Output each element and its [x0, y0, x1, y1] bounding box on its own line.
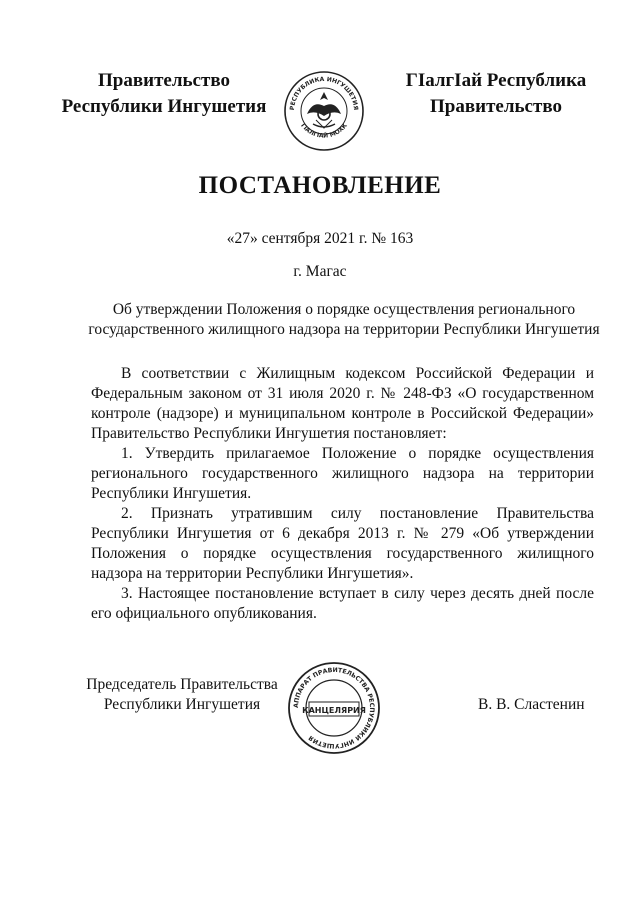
header-right: [396, 68, 596, 120]
subject-line1: Об утверждении Положения о порядке осуществления регионального: [112, 301, 576, 318]
office-stamp-icon: [286, 660, 382, 756]
paragraph-item-3: 3. Настоящее постановление вступает в силу через десять дней после его официального опубликования.: [91, 585, 594, 622]
document-subject: [78, 300, 610, 340]
signatory-position-line1: Председатель Правительства: [86, 676, 278, 693]
emblem-ring-bottom: ГIАЛГIАЙ МОХК: [299, 122, 349, 140]
signatory-position-line2: Республики Ингушетия: [103, 696, 261, 713]
header-left-line2: Республики Ингушетия: [61, 96, 267, 117]
svg-text:ГIАЛГIАЙ МОХК: [299, 122, 349, 140]
document-title: ПОСТАНОВЛЕНИЕ: [198, 172, 442, 199]
document-date-number: «27» сентября 2021 г. № 163: [226, 230, 414, 247]
paragraph-item-1: 1. Утвердить прилагаемое Положение о порядке осуществления регионального государственного жилищного надзора на территории Республики Ингушетия.: [91, 445, 594, 502]
header-right-line1: ГIалгIай Республика: [405, 70, 587, 91]
emblem-ring-top: РЕСПУБЛИКА ИНГУШЕТИЯ: [288, 75, 360, 111]
paragraph-item-2: 2. Признать утратившим силу постановление Правительства Республики Ингушетия от 6 декабря 2013 г. № 279 «Об утверждении Положения о порядке осуществления государственного жилищного надзора на территории Республики Ингушетия».: [91, 505, 594, 582]
header-left: [48, 68, 280, 120]
subject-line2: государственного жилищного надзора на территории Республики Ингушетия: [88, 321, 600, 338]
paragraph-preamble: В соответствии с Жилищным кодексом Российской Федерации и Федеральным законом от 31 июля 2020 г. № 248-ФЗ «О государственном контроле (надзоре) и муниципальном контроле в Российской Федерации» Правительство Республики Ингушетия постановляет:: [91, 365, 594, 442]
stamp-ring-text: АППАРАТ ПРАВИТЕЛЬСТВА РЕСПУБЛИКИ ИНГУШЕТИЯ: [292, 666, 376, 750]
signatory-position: [84, 675, 280, 715]
document-body: [91, 364, 594, 624]
header-right-line2: Правительство: [430, 96, 562, 117]
stamp-center-text: КАНЦЕЛЯРИЯ: [302, 706, 366, 715]
document-city: г. Магас: [293, 263, 347, 280]
header-left-line1: Правительство: [98, 70, 230, 91]
signatory-name: В. В. Сластенин: [478, 696, 585, 713]
coat-of-arms-icon: [283, 70, 365, 152]
